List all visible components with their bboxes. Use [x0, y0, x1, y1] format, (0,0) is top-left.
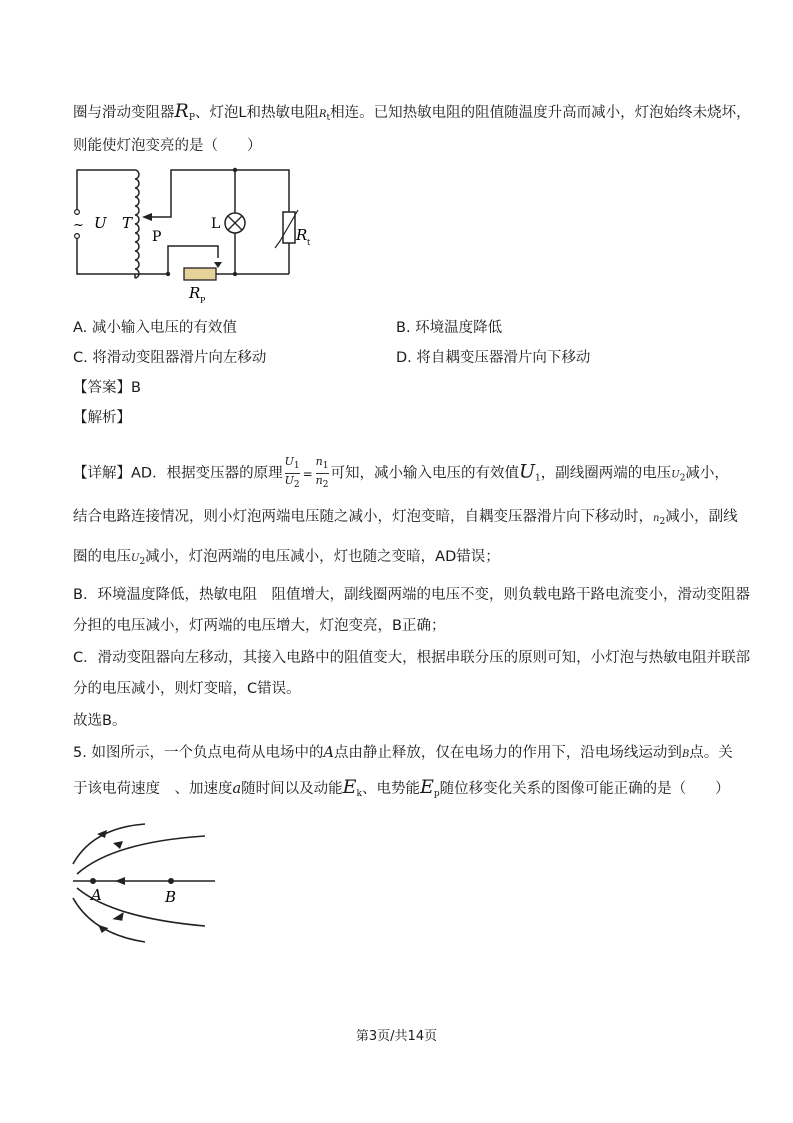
label-rp: R [189, 284, 201, 302]
detail-line-6: C．滑动变阻器向左移动，其接入电路中的阻值变大，根据串联分压的原则可知，小灯泡与热敏电阻并联部 [73, 650, 751, 666]
field-lines-diagram [65, 820, 225, 945]
symbol-rt: R [318, 109, 327, 120]
symbol-sub: 2 [659, 517, 666, 527]
symbol-sub: P [188, 113, 195, 123]
lamp-symbol [225, 213, 245, 233]
text: 点由静止释放，仅在电场力的作用下，沿电场线运动到 [333, 745, 682, 761]
rheostat-symbol [184, 262, 222, 280]
fraction-n: $\frac{n_1}{n_2}$ [315, 455, 329, 490]
text: 减小，副线 [665, 509, 738, 525]
point-a-dot [90, 878, 96, 884]
equals-sign: = [302, 466, 313, 481]
option-a: A. 减小输入电压的有效值 [73, 320, 237, 336]
symbol-u1: U [519, 460, 536, 483]
symbol-u2: U [131, 553, 140, 564]
answer-line: 【答案】B [73, 380, 141, 396]
label-t: T [122, 214, 133, 232]
label-u: U [94, 214, 107, 232]
text: 于该电荷速度 、加速度 [73, 781, 233, 797]
point-a-label: A [91, 886, 102, 904]
label-p: P [152, 229, 162, 245]
option-d: D. 将自耦变压器滑片向下移动 [396, 350, 591, 366]
text: 5. 如图所示，一个负点电荷从电场中的 [73, 745, 324, 761]
analysis-heading: 【解析】 [73, 410, 131, 426]
detail-line-5: 分担的电压减小，灯两端的电压增大，灯泡变亮，B正确； [73, 618, 446, 634]
q4-line-2: 则能使灯泡变亮的是（ ） [73, 138, 262, 154]
detail-line-1 [73, 455, 729, 492]
transformer-coil [135, 170, 139, 278]
text: 、灯泡L和热敏电阻 [194, 105, 319, 121]
q4-line-1 [73, 101, 751, 128]
label-rt-sub: t [307, 238, 310, 247]
q5-line-2 [73, 777, 730, 804]
symbol-ep: E [420, 776, 434, 798]
text: 相连。已知热敏电阻的阻值随温度升高而减小，灯泡始终未烧坏， [330, 105, 751, 121]
symbol-sub: 2 [139, 557, 146, 567]
fraction-u: $\frac{U_1}{U_2}$ [284, 455, 300, 490]
symbol-sub: k [356, 789, 362, 799]
thermistor-symbol [275, 210, 298, 248]
detail-line-8: 故选B。 [73, 713, 127, 729]
text: 随时间以及动能 [241, 781, 343, 797]
point-b-label: B [165, 888, 177, 906]
option-b: B. 环境温度降低 [396, 320, 503, 336]
detail-line-7: 分的电压减小，则灯变暗，C错误。 [73, 681, 301, 697]
text: 圈与滑动变阻器 [73, 105, 175, 121]
text: ，副线圈两端的电压 [540, 465, 672, 482]
field-line-top-outer [73, 824, 145, 864]
symbol-u2: U [671, 469, 680, 481]
symbol-sub: t [326, 113, 331, 123]
text: 随位移变化关系的图像可能正确的是（ ） [439, 781, 730, 797]
symbol-b-point: B [681, 749, 690, 760]
text: 圈的电压 [73, 549, 131, 565]
label-l: L [211, 216, 221, 232]
label-rt: R [296, 226, 308, 244]
symbol-sub: 2 [679, 473, 686, 484]
text: 减小，灯泡两端的电压减小，灯也随之变暗，AD错误； [145, 549, 500, 565]
detail-line-4: B．环境温度降低，热敏电阻 阻值增大，副线圈两端的电压不变，则负载电路干路电流变小，滑动变阻器 [73, 587, 750, 603]
page-footer: 第3页/共14页 [355, 1029, 438, 1044]
option-c: C. 将滑动变阻器滑片向左移动 [73, 350, 267, 366]
symbol-ek: E [342, 776, 357, 798]
point-b-dot [168, 878, 174, 884]
circuit-diagram [60, 160, 310, 310]
text: 可知，减小输入电压的有效值 [330, 465, 519, 482]
symbol-sub: 1 [535, 473, 541, 484]
text: 结合电路连接情况，则小灯泡两端电压随之减小，灯泡变暗，自耦变压器滑片向下移动时， [73, 509, 653, 525]
field-line-bottom-outer [73, 898, 145, 942]
symbol-rp: R [174, 100, 189, 122]
symbol-acceleration: a [232, 781, 242, 797]
text: 、电势能 [362, 781, 420, 797]
text: 点。关 [689, 745, 733, 761]
field-line-top-inner [77, 836, 205, 874]
detail-line-2 [73, 507, 738, 532]
detail-line-3 [73, 547, 500, 572]
label-rp-sub: P [200, 296, 206, 305]
symbol-a-point: A [323, 745, 334, 761]
text: 减小， [685, 465, 729, 482]
text: 【详解】AD．根据变压器的原理 [73, 465, 283, 482]
symbol-n2: n [653, 513, 660, 524]
ac-symbol: ~ [73, 218, 84, 233]
symbol-sub: p [433, 789, 440, 799]
q5-line-1 [73, 743, 733, 765]
